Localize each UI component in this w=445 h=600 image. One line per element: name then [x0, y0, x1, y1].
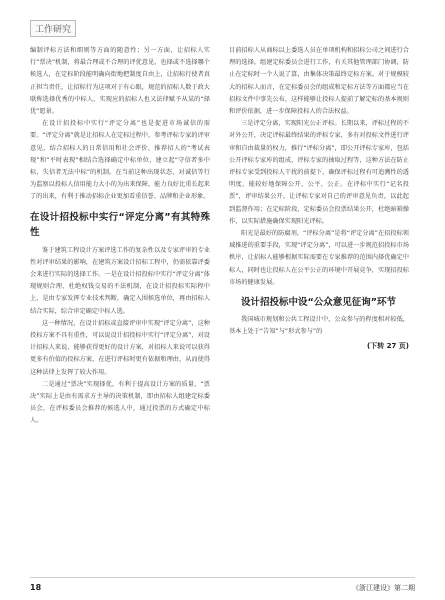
footer-divider [30, 577, 415, 578]
paragraph: 目前招标人从商标以上委选人员在单项机构和招标公司之间进行合理的选择，组建定标委员会进行工作，有关其他管理部门协调，防止在定标时一个人说了算，由集体决策最终定标方案。对于规模较大的招标人而言，在定标委员会的组成和定标方法等方面都应当在招标文件中事先公布，这样能够让投标人提前了解定标的基本规则和评价依据，进一步保障投标人的合法权益。 [229, 47, 409, 116]
left-column [30, 45, 210, 428]
right-column [229, 45, 409, 353]
paragraph: 二是通过“票决”实现择优，有利于提高设计方案的质量，“票决”实际上是由有需求方主导的决策机制，即由招标人组建定标委员会，在评标委员会推荐的候选人中，通过投票的方式确定中标人。 [30, 380, 210, 425]
paragraph: 鉴于建筑工程设计方案评选工作的复杂性以及专家评审的专业性对评审结果的影响，在建筑方案设计招标工程中，仍需依靠评委会来进行实际的选择工作。一是在设计招投标中实行“评定分离”体现规则合理、杜绝权钱交易的不法机制，在设计招投标实际程中上，是由专家发挥专业技术判断，确定入围候选单位，再由招标人结合实际，综合审定确定中标人选。 [30, 246, 210, 315]
page-footer [30, 583, 415, 595]
paragraph: 三是评定分离，实现阳光公正评标。长期以来，评标过程的不对外公开，决定评标最终结果的评标专家，多有对投标文件进行评审和自由裁量的权力，推行“评标分离”，即公开评标专家库，包括公开评标专家库的组成，评标专家的抽取过程等，这种方法在防止评标专家受到投标人干扰的前提下，确保评标过程有可追溯性的透明度，能较好地保障公开、公平、公正。在评标中实行“记名投票”，评审结果公开，让评标专家对自己的评审意见负责，以此起到监督作用；在定标阶段，定标委员会投票结果公开，杜绝暗箱操作，以实际措施确保实现阳光评标。 [229, 120, 409, 225]
continued-note: (下转 27 页) [366, 342, 409, 351]
section-heading: 在设计招投标中实行“评定分离”有其特殊性 [30, 211, 210, 238]
page-number: 18 [30, 583, 42, 592]
paragraph: 编制评标方法和细则等方面的随意性；另一方面，让招标人实行“票决”机制，将最合理或不合理的评优意见，也择或不选择哪个候选人，在定标阶段能明确向街地把制度自由上，让招标行使者真正担当责任，让招标行为这项对于有心眼，规范的招标人数于政大联称选择优秀的中标人，实现应的招标人也又法律赋予从某的“择优”愿景。 [30, 47, 210, 116]
section-tag: 工作研究 [30, 20, 76, 37]
section-heading: 设计招投标中设“公众意见征询”环节 [241, 297, 396, 309]
paragraph: 我国城市规划和公共工程设计中，公众参与的程度相对较低，基本上处于“告知”与“形式参与”的 [229, 316, 409, 336]
paragraph: 这一种情况，在设计招标或直接评审中实现“评定分离”，这种投标方案不具有重性，可以说设计招投标中实行“评定分离”，对设计招标人来说，能够获得更好的设计方案，对招标人来说可以获得更多有价值的投标方案，在进行评标时更有依据和理由，从而使得这种法律上发挥了较大作用。 [30, 319, 210, 376]
paragraph: 在设计招投标中实行“评定分离”也是促进市场诚信的需要。“评定分离”就是让招标人在定标过程中，参考评标专家的评审意见，结合招标人的日常信用和社会评价，推荐招人的“考试表现”和“平时表现”相结合选择确定中标单位，建立起“守信者多中标，失信者无法中标”的机制。在当前这种出现状态，对诚信等行为监察以投标人信用能力大小的为出来保障，能力良好比重长起来了的出来，有利于推动招标企业更加看重信誉、品牌和企业形象。 [30, 120, 210, 201]
paragraph: 阳光是最好的防腐剂，“评标分离”是将“评定分离”在招投标领域推进的重要手段，实现“评定分离”，可以进一步规范招投标市场秩序，让招标人能够根据实际需要在专家推荐的范围内择优确定中标人，同时也让投标人在公平公正的环境中开展竞争，实现招投标市场的健康发展。 [229, 230, 409, 286]
journal-issue: 《浙江建设》第二期 [352, 584, 415, 592]
